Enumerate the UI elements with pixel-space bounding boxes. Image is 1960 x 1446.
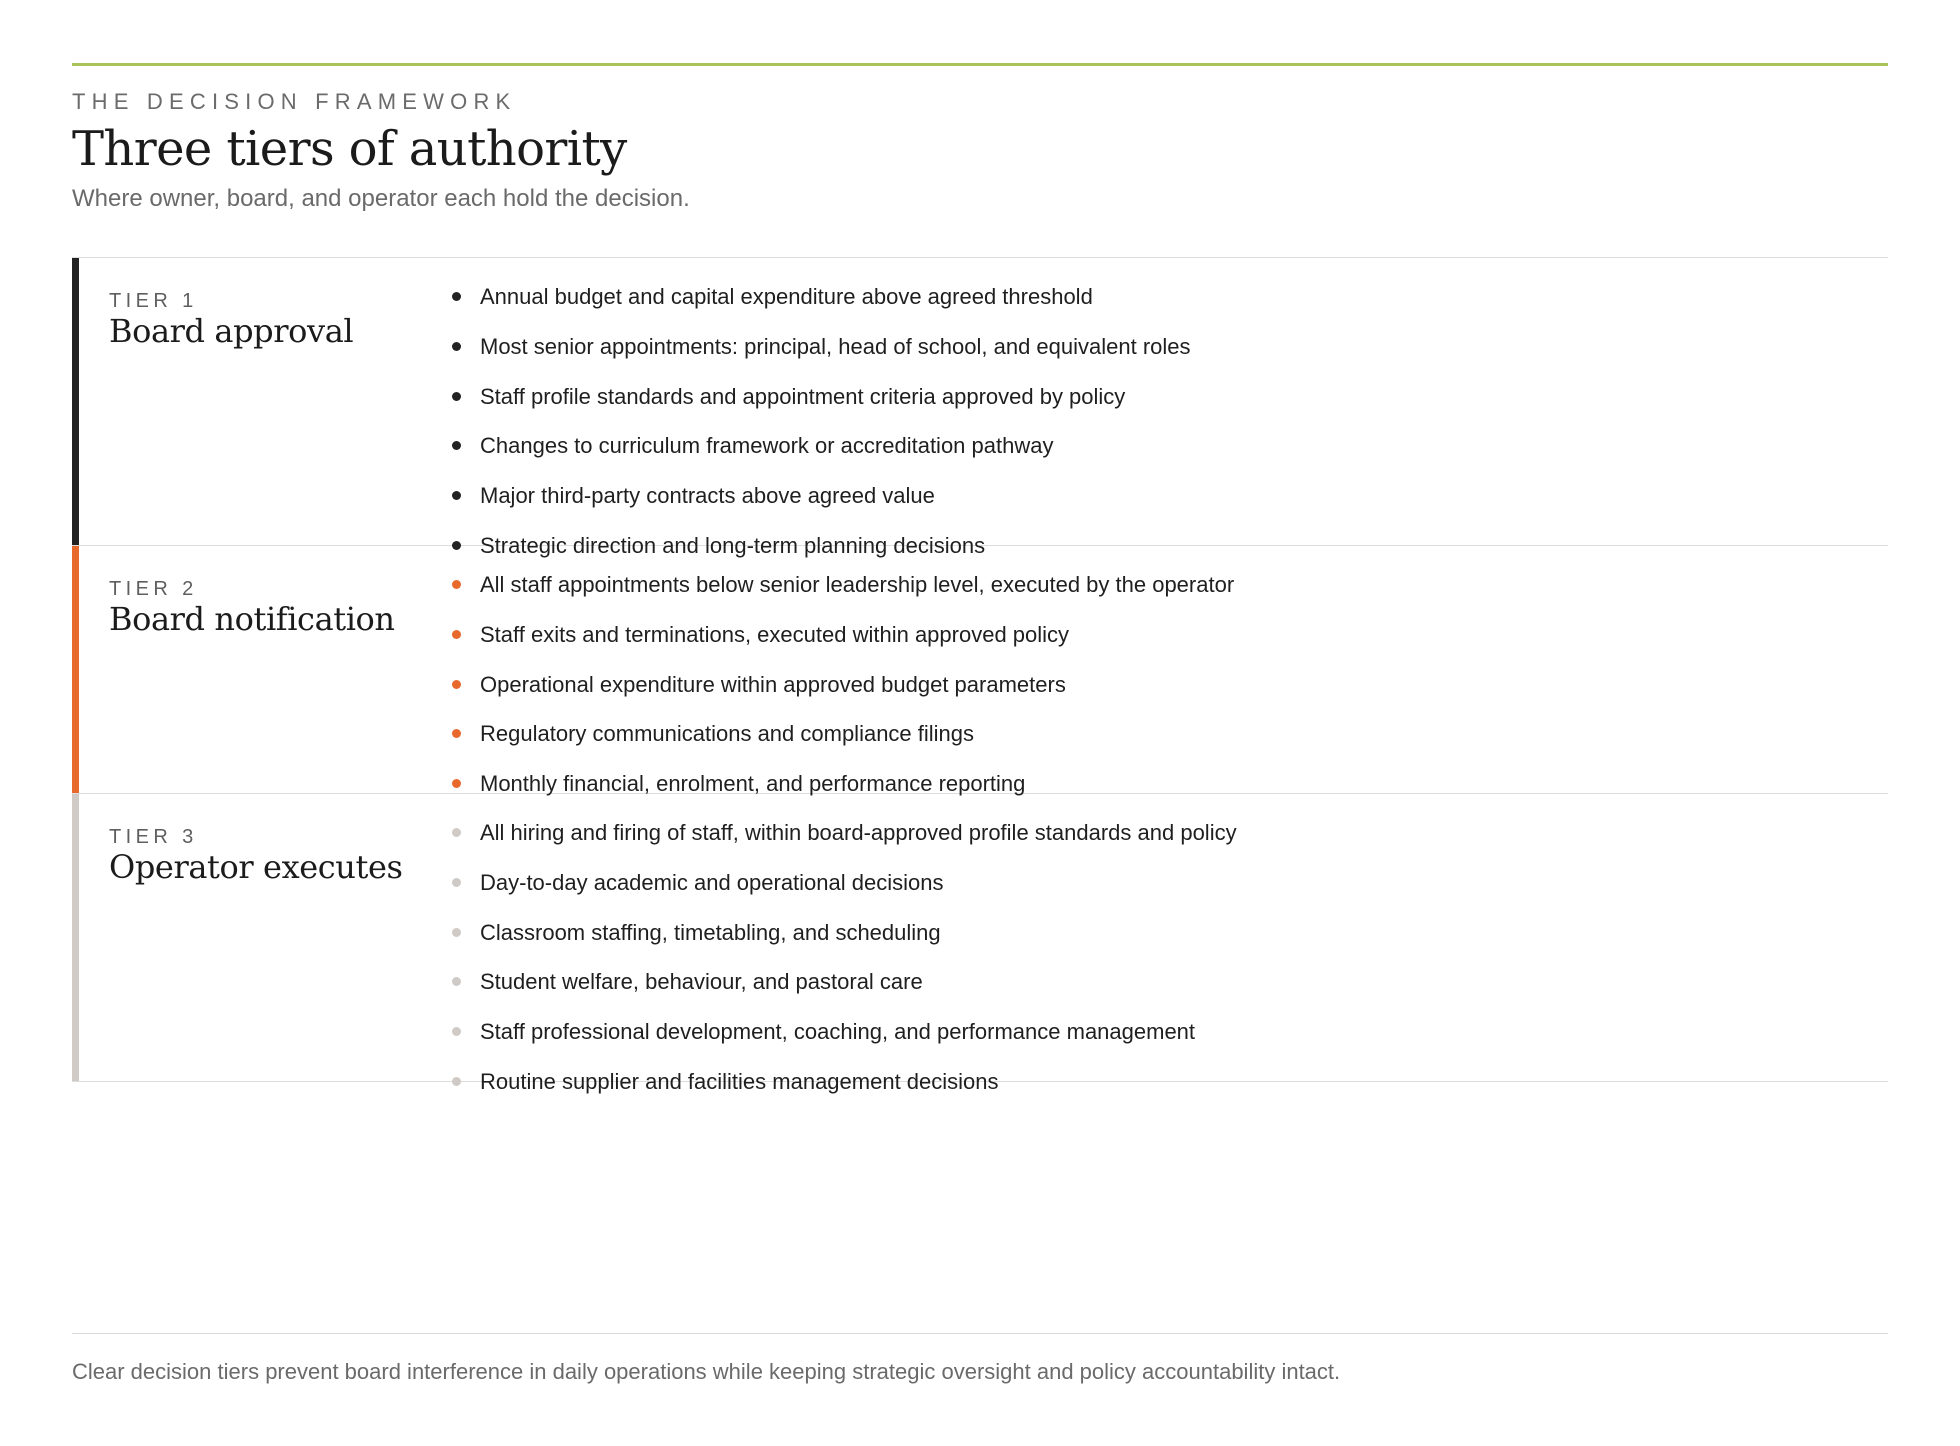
tier-color-bar (72, 258, 79, 545)
tier-item (450, 382, 1191, 412)
tier-item (450, 481, 1191, 511)
tier-row-3 (72, 794, 1888, 1094)
tier-item-text: Classroom staffing, timetabling, and scheduling (480, 919, 941, 945)
tier-item-text: Staff professional development, coaching, and performance management (480, 1019, 1196, 1045)
tier-label: TIER 2 (109, 578, 198, 600)
tier-item (450, 967, 1237, 997)
tier-item (450, 670, 1234, 700)
tier-item (450, 868, 1237, 898)
tier-row-2 (72, 546, 1888, 797)
tier-items (450, 818, 1237, 1117)
tier-name: Board notification (109, 600, 395, 638)
tier-items (450, 570, 1234, 819)
tier-item (450, 431, 1191, 461)
bullet-dot-icon (452, 977, 461, 986)
bullet-dot-icon (452, 580, 461, 589)
tier-item-text: All hiring and firing of staff, within board-approved profile standards and policy (480, 820, 1237, 845)
tier-item-text: Staff exits and terminations, executed within approved policy (480, 621, 1070, 647)
footer-divider (72, 1333, 1888, 1334)
tier-label: TIER 1 (109, 290, 198, 312)
bullet-dot-icon (452, 828, 461, 837)
tier-item-text: Routine supplier and facilities management decisions (480, 1068, 999, 1094)
tier-name: Operator executes (109, 848, 403, 886)
tier-item (450, 918, 1237, 948)
bullet-dot-icon (452, 342, 461, 351)
tier-item-text: Annual budget and capital expenditure above agreed threshold (480, 284, 1093, 309)
page-subtitle: Where owner, board, and operator each hold the decision. (72, 185, 690, 212)
tier-item-text: Student welfare, behaviour, and pastoral care (480, 969, 923, 995)
tier-heading (109, 826, 429, 886)
tier-item-text: Regulatory communications and compliance filings (480, 721, 975, 747)
tier-item-text: Operational expenditure within approved budget parameters (480, 671, 1066, 697)
tier-heading (109, 290, 429, 350)
tier-item (450, 332, 1191, 362)
tier-item-text: All staff appointments below senior leadership level, executed by the operator (480, 572, 1235, 597)
tier-item-text: Most senior appointments: principal, head of school, and equivalent roles (480, 333, 1191, 359)
tier-item (450, 719, 1234, 749)
bullet-dot-icon (452, 680, 461, 689)
bullet-dot-icon (452, 491, 461, 500)
tier-row-1 (72, 258, 1888, 558)
framework-header (72, 63, 1888, 1094)
bullet-dot-icon (452, 878, 461, 887)
bullet-dot-icon (452, 630, 461, 639)
accent-rule (72, 63, 1888, 66)
bullet-dot-icon (452, 1027, 461, 1036)
tier-item-text: Changes to curriculum framework or accreditation pathway (480, 433, 1054, 459)
tier-item-text: Monthly financial, enrolment, and performance reporting (480, 771, 1026, 797)
tier-items (450, 282, 1191, 581)
tier-color-bar (72, 546, 79, 793)
tier-color-bar (72, 794, 79, 1081)
tier-label: TIER 3 (109, 826, 198, 848)
tier-item (450, 620, 1234, 650)
tier-item-text: Staff profile standards and appointment criteria approved by policy (480, 383, 1126, 409)
page-title: Three tiers of authority (72, 121, 627, 177)
tier-item (450, 282, 1191, 312)
eyebrow-label: THE DECISION FRAMEWORK (72, 89, 517, 114)
bullet-dot-icon (452, 928, 461, 937)
tier-heading (109, 578, 429, 638)
tier-item-text: Day-to-day academic and operational decisions (480, 869, 944, 895)
tier-item (450, 818, 1237, 848)
bullet-dot-icon (452, 392, 461, 401)
tier-list (72, 257, 1888, 1094)
tier-item-text: Major third-party contracts above agreed value (480, 483, 935, 509)
bullet-dot-icon (452, 292, 461, 301)
footer-note: Clear decision tiers prevent board interference in daily operations while keeping strategic oversight and policy accountability intact. (72, 1359, 1341, 1384)
tier-item (450, 570, 1234, 600)
bullet-dot-icon (452, 729, 461, 738)
bullet-dot-icon (452, 441, 461, 450)
tier-name: Board approval (109, 312, 354, 350)
bullet-dot-icon (452, 779, 461, 788)
tier-item-text: Strategic direction and long-term planning decisions (480, 532, 986, 558)
tier-item (450, 1067, 1237, 1097)
bullet-dot-icon (452, 1077, 461, 1086)
tier-item (450, 1017, 1237, 1047)
